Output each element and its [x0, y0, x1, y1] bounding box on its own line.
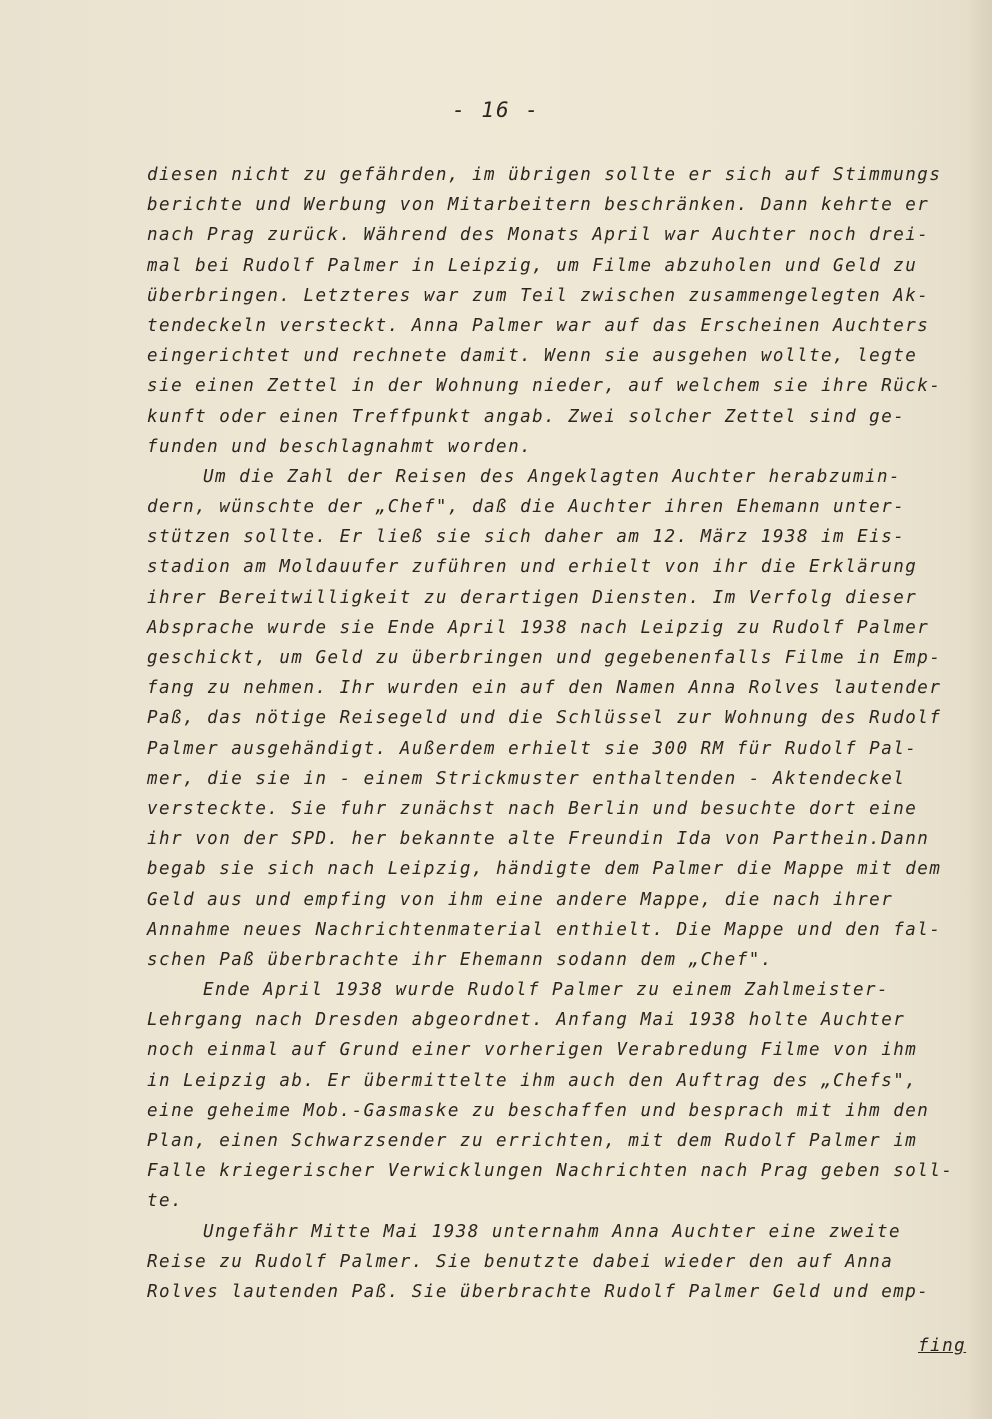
text-line: kunft oder einen Treffpunkt angab. Zwei solcher Zettel sind ge-	[147, 406, 906, 427]
text-line: Plan, einen Schwarzsender zu errichten, mit dem Rudolf Palmer im	[147, 1131, 918, 1151]
text-line: Absprache wurde sie Ende April 1938 nach Leipzig zu Rudolf Palmer	[147, 617, 930, 638]
text-line: funden und beschlagnahmt worden.	[147, 436, 533, 457]
page-number: - 16 -	[452, 98, 540, 122]
text-line: überbringen. Letzteres war zum Teil zwischen zusammengelegten Ak-	[147, 285, 930, 306]
text-line: geschickt, um Geld zu überbringen und gegebenenfalls Filme in Emp-	[147, 648, 942, 668]
text-line: stützen sollte. Er ließ sie sich daher am 12. März 1938 im Eis-	[147, 527, 906, 548]
text-line: Ende April 1938 wurde Rudolf Palmer zu einem Zahlmeister-	[203, 980, 890, 1001]
body-text	[147, 160, 967, 1307]
text-line: Rolves lautenden Paß. Sie überbrachte Rudolf Palmer Geld und emp-	[147, 1281, 930, 1302]
text-line: Ungefähr Mitte Mai 1938 unternahm Anna Auchter eine zweite	[203, 1221, 902, 1242]
text-line: ihr von der SPD. her bekannte alte Freundin Ida von Parthein.Dann	[147, 829, 930, 850]
text-line: eine geheime Mob.-Gasmaske zu beschaffen und besprach mit ihm den	[147, 1100, 930, 1121]
page-edge-shadow	[966, 0, 992, 1419]
text-line: berichte und Werbung von Mitarbeitern beschränken. Dann kehrte er	[147, 195, 930, 216]
text-line: Geld aus und empfing von ihm eine andere Mappe, die nach ihrer	[147, 889, 894, 910]
text-line: nach Prag zurück. Während des Monats April war Auchter noch drei-	[147, 225, 930, 246]
text-line: fang zu nehmen. Ihr wurden ein auf den Namen Anna Rolves lautender	[147, 678, 942, 699]
text-line: Um die Zahl der Reisen des Angeklagten Auchter herabzumin-	[203, 466, 902, 487]
text-line: noch einmal auf Grund einer vorherigen Verabredung Filme von ihm	[147, 1040, 918, 1061]
text-line: stadion am Moldauufer zuführen und erhielt von ihr die Erklärung	[147, 557, 918, 578]
text-line: Palmer ausgehändigt. Außerdem erhielt sie 300 RM für Rudolf Pal-	[147, 738, 918, 759]
text-line: tendeckeln versteckt. Anna Palmer war auf das Erscheinen Auchters	[147, 315, 930, 336]
text-line: sie einen Zettel in der Wohnung nieder, auf welchem sie ihre Rück-	[147, 376, 942, 397]
text-line: Paß, das nötige Reisegeld und die Schlüssel zur Wohnung des Rudolf	[147, 708, 942, 729]
text-line: begab sie sich nach Leipzig, händigte dem Palmer die Mappe mit dem	[147, 859, 942, 880]
text-line: dern, wünschte der „Chef", daß die Auchter ihren Ehemann unter-	[147, 497, 906, 518]
text-line: Falle kriegerischer Verwicklungen Nachrichten nach Prag geben soll-	[147, 1161, 954, 1182]
text-line: diesen nicht zu gefährden, im übrigen sollte er sich auf Stimmungs	[147, 165, 942, 185]
text-line: versteckte. Sie fuhr zunächst nach Berlin und besuchte dort eine	[147, 798, 918, 819]
text-line: ihrer Bereitwilligkeit zu derartigen Diensten. Im Verfolg dieser	[147, 587, 918, 608]
catchword: fing	[918, 1336, 967, 1356]
text-line: eingerichtet und rechnete damit. Wenn sie ausgehen wollte, legte	[147, 346, 918, 367]
text-line: schen Paß überbrachte ihr Ehemann sodann dem „Chef".	[147, 949, 773, 970]
text-line: mer, die sie in - einem Strickmuster enthaltenden - Aktendeckel	[147, 768, 906, 789]
text-line: mal bei Rudolf Palmer in Leipzig, um Filme abzuholen und Geld zu	[147, 255, 918, 276]
text-line: Reise zu Rudolf Palmer. Sie benutzte dabei wieder den auf Anna	[147, 1251, 894, 1272]
text-line: Annahme neues Nachrichtenmaterial enthielt. Die Mappe und den fal-	[147, 919, 942, 940]
text-line: Lehrgang nach Dresden abgeordnet. Anfang Mai 1938 holte Auchter	[147, 1010, 906, 1031]
text-line: te.	[147, 1191, 184, 1212]
text-line: in Leipzig ab. Er übermittelte ihm auch den Auftrag des „Chefs",	[147, 1070, 918, 1091]
